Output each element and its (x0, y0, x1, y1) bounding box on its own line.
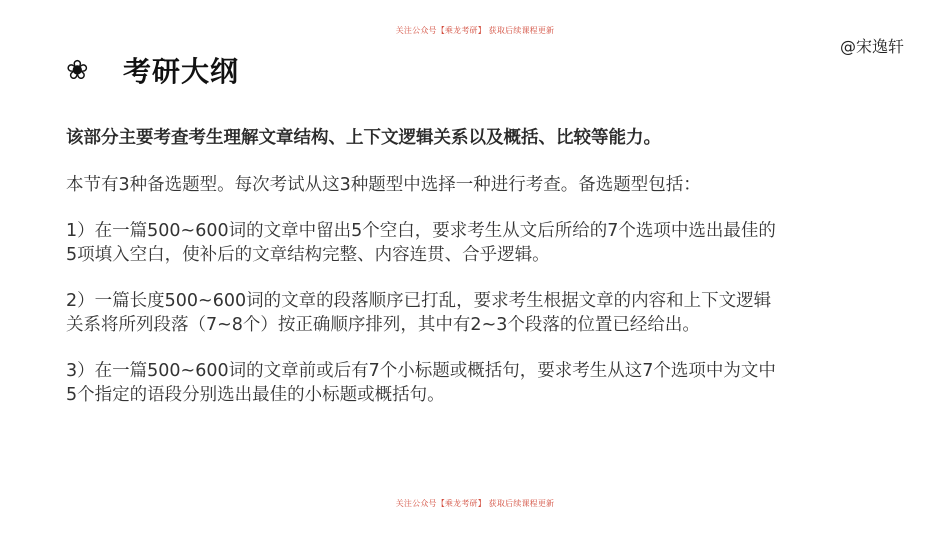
lead-paragraph: 该部分主要考查考生理解文章结构、上下文逻辑关系以及概括、比较等能力。 (66, 128, 661, 148)
flower-icon: ❀ (66, 54, 89, 86)
author-label: @宋逸轩 (839, 37, 904, 56)
top-watermark: 关注公众号【乘龙考研】 获取后续课程更新 (395, 26, 555, 35)
page-title: 考研大纲 (123, 55, 240, 88)
syllabus-content (66, 126, 866, 407)
question-type-1-line-1: 1）在一篇500~600词的文章中留出5个空白，要求考生从文后所给的7个选项中选出最佳的 (66, 221, 776, 241)
question-type-2 (66, 289, 866, 337)
question-type-2-line-2: 关系将所列段落（7~8个）按正确顺序排列，其中有2~3个段落的位置已经给出。 (66, 315, 700, 335)
question-type-3 (66, 359, 866, 407)
question-type-2-line-1: 2）一篇长度500~600词的文章的段落顺序已打乱，要求考生根据文章的内容和上下文逻辑 (66, 291, 772, 311)
page-title-row (66, 52, 239, 88)
intro-paragraph: 本节有3种备选题型。每次考试从这3种题型中选择一种进行考查。备选题型包括： (66, 175, 701, 195)
question-type-1-line-2: 5项填入空白，使补后的文章结构完整、内容连贯、合乎逻辑。 (66, 245, 550, 265)
question-type-1 (66, 219, 866, 267)
question-type-3-line-1: 3）在一篇500~600词的文章前或后有7个小标题或概括句，要求考生从这7个选项中为文中 (66, 361, 776, 381)
bottom-watermark: 关注公众号【乘龙考研】 获取后续课程更新 (395, 499, 555, 508)
question-type-3-line-2: 5个指定的语段分别选出最佳的小标题或概括句。 (66, 385, 445, 405)
